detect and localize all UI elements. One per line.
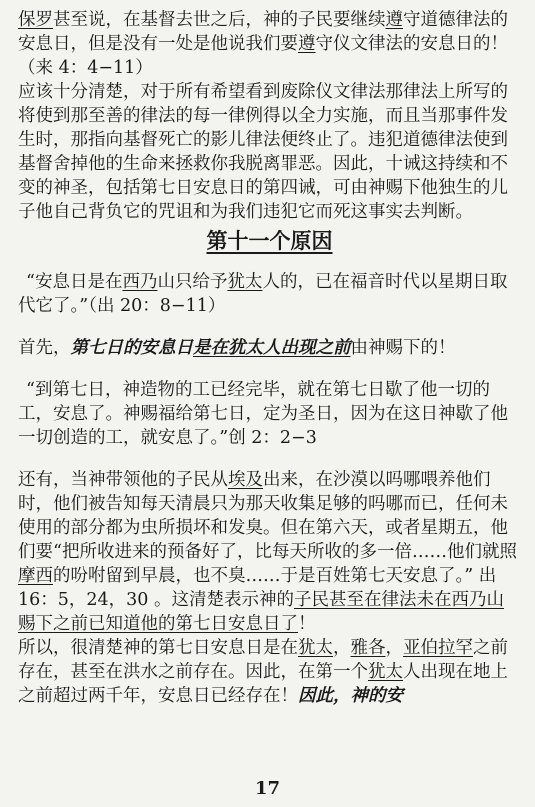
text: ，	[333, 638, 351, 658]
text: 由神赐下的！	[350, 338, 456, 358]
quote-1	[18, 270, 521, 318]
emphasis-underlined-text: 是在犹太人出现之前	[193, 338, 351, 358]
underlined-text: 犹太	[298, 638, 333, 658]
quote-2: “到第七日，神造物的工已经完毕，就在第七日歇了他一切的工，安息了。神赐福给第七日，定为圣日，因为在这日神歇了他一切创造的工，就安息了。”创 2：2−3	[18, 380, 508, 448]
underlined-text: 摩西	[18, 566, 53, 586]
underlined-text: 西乃	[122, 272, 158, 292]
text: 人出现在地上之前超过两千年，安息日已经存在！	[18, 662, 508, 706]
spacer	[18, 450, 521, 468]
underlined-text: 埃及	[228, 470, 263, 490]
spacer	[18, 318, 521, 336]
paragraph-4	[18, 468, 521, 636]
paragraph-1	[18, 8, 521, 80]
text: 守仪文律法的安息日的！（来 4：4−11）	[18, 34, 508, 78]
emphasis-text: 第七日的安息日	[70, 338, 193, 358]
underlined-text: 犹太	[368, 662, 403, 682]
paragraph-5	[18, 636, 521, 708]
text: “安息日是在	[26, 272, 123, 292]
emphasis-text: 因此，神的安	[298, 686, 403, 706]
text: 所以，很清楚神的第七日安息日是在	[18, 638, 298, 658]
paragraph-3	[18, 336, 521, 360]
underlined-text: 亚伯拉罕	[403, 638, 473, 658]
spacer	[18, 260, 521, 270]
paragraph-2: 应该十分清楚，对于所有希望看到废除仪文律法那律法上所写的将使到那至善的律法的每一律例得以全力实施，而且当那事件发生时，那指向基督死亡的影儿律法便终止了。违犯道德律法使到基督舍掉他的生命来拯救你我脱离罪恶。因此，十诫这持续和不变的神圣，包括第七日安息日的第四诫，可由神赐下他独生的儿子他自己背负它的咒诅和为我们违犯它而死这事实去判断。	[18, 82, 508, 222]
text: 之前存在，甚至在洪水之前存在。因此，在第一个	[18, 638, 508, 682]
underlined-text: 犹太	[227, 272, 263, 292]
text: 首先，	[18, 338, 71, 358]
text: 人的，已在福音时代以星期日取代它了。”（出 20：8−11）	[18, 272, 508, 316]
text: 守道德律法的安息日，但是没有一处是他说我们要	[18, 10, 508, 54]
text: 还有，当神带领他的子民从	[18, 470, 228, 490]
text: 的吩咐留到早晨，也不臭……于是百姓第七天安息了。” 出 16：5，24，30 。这清楚表示神的	[18, 566, 497, 610]
underlined-text: 雅各	[350, 638, 386, 658]
spacer	[18, 360, 521, 378]
text: 出来，在沙漠以吗哪喂养他们时，他们被告知每天清晨只为那天收集足够的吗哪而已，任何未使用的部分都为虫所损坏和发臭。但在第六天，或者星期五，他们要“把所收进来的预备好了，比每天所收的多一倍……他们就照	[18, 470, 517, 562]
page-number: 17	[254, 778, 281, 799]
underlined-text: 子民甚至在律法未在西乃山赐下之前已知道他的第七日安息日了	[18, 590, 505, 634]
underlined-text: 遵	[385, 10, 403, 30]
text: 甚至说，在基督去世之后，神的子民要继续	[53, 10, 386, 30]
text: ，	[385, 638, 403, 658]
text: ！	[298, 614, 316, 634]
heading-text: 第十一个原因	[206, 228, 333, 253]
section-heading	[18, 226, 521, 256]
underlined-text: 遵	[298, 34, 316, 54]
name-paul: 保罗	[18, 10, 53, 30]
text: 山只给予	[157, 272, 228, 292]
